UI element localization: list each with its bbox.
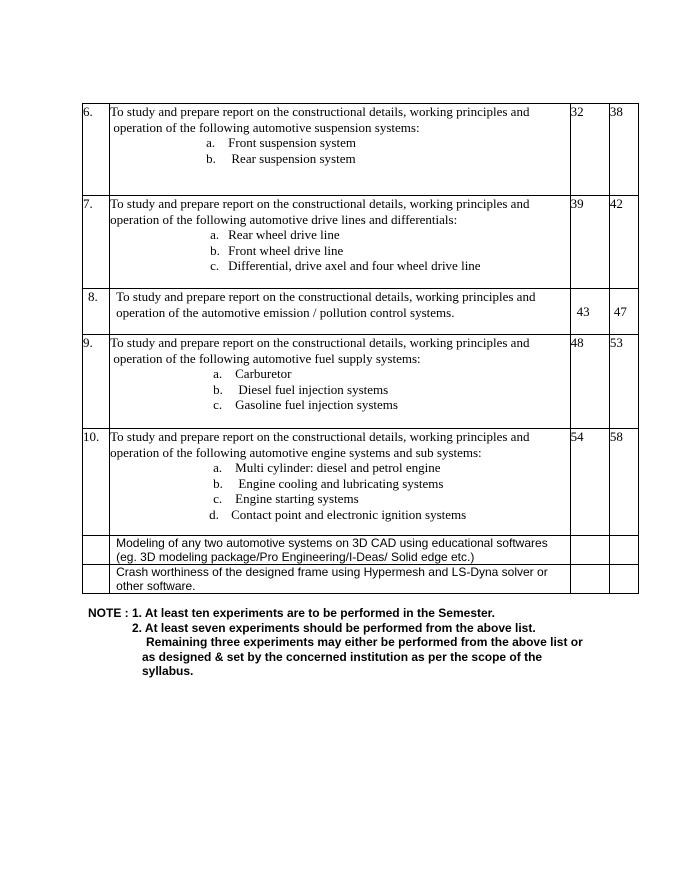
page-start: 39 bbox=[570, 196, 609, 289]
page-end: 38 bbox=[609, 104, 638, 196]
description-line: operation of the following automotive drive lines and differentials: bbox=[110, 211, 458, 227]
page-end bbox=[609, 536, 638, 565]
page-start: 48 bbox=[570, 335, 609, 429]
list-item: c. Gasoline fuel injection systems bbox=[213, 397, 398, 412]
table-row bbox=[83, 196, 639, 289]
page-end: 47 bbox=[609, 289, 638, 335]
note-line: syllabus. bbox=[142, 664, 194, 678]
list-item: b. Rear suspension system bbox=[206, 150, 356, 166]
description-line: To study and prepare report on the constructional details, working principles and bbox=[110, 104, 530, 119]
description-line: Modeling of any two automotive systems on 3D CAD using educational softwares bbox=[116, 536, 548, 550]
experiment-description bbox=[110, 289, 570, 335]
experiment-number: 8. bbox=[83, 289, 110, 335]
list-item: b. Diesel fuel injection systems bbox=[213, 381, 389, 397]
description-line: To study and prepare report on the constructional details, working principles and bbox=[110, 196, 530, 211]
list-item: c. Differential, drive axel and four wheel drive line bbox=[210, 258, 481, 273]
experiment-description bbox=[110, 565, 570, 594]
page-start bbox=[570, 565, 609, 594]
description-line: Crash worthiness of the designed frame using Hypermesh and LS-Dyna solver or bbox=[116, 565, 548, 579]
description-line: operation of the following automotive suspension systems: bbox=[110, 119, 420, 135]
note-line: Remaining three experiments may either be performed from the above list or bbox=[146, 635, 583, 649]
table-row bbox=[83, 335, 639, 429]
page-end: 53 bbox=[609, 335, 638, 429]
list-item: b. Front wheel drive line bbox=[210, 242, 344, 258]
description-line: To study and prepare report on the constructional details, working principles and bbox=[110, 335, 530, 350]
experiment-description bbox=[110, 104, 570, 196]
page-start: 32 bbox=[570, 104, 609, 196]
page-end: 42 bbox=[609, 196, 638, 289]
page-start: 54 bbox=[570, 429, 609, 536]
experiment-number bbox=[83, 536, 110, 565]
description-line: To study and prepare report on the constructional details, working principles and bbox=[116, 289, 536, 304]
experiment-number: 10. bbox=[83, 429, 110, 536]
experiment-number: 6. bbox=[83, 104, 110, 196]
note-block bbox=[88, 606, 628, 679]
experiment-number bbox=[83, 565, 110, 594]
experiment-description bbox=[110, 429, 570, 536]
experiments-table bbox=[82, 103, 639, 594]
description-line: (eg. 3D modeling package/Pro Engineering/I-Deas/ Solid edge etc.) bbox=[116, 550, 475, 564]
list-item: d. Contact point and electronic ignition systems bbox=[209, 506, 467, 522]
experiment-number: 9. bbox=[83, 335, 110, 429]
description-line: To study and prepare report on the constructional details, working principles and bbox=[110, 429, 530, 444]
table-row bbox=[83, 104, 639, 196]
page-end bbox=[609, 565, 638, 594]
list-item: a. Multi cylinder: diesel and petrol engine bbox=[213, 460, 441, 475]
experiment-description bbox=[110, 335, 570, 429]
experiment-description bbox=[110, 196, 570, 289]
table-row bbox=[83, 289, 639, 335]
experiment-number: 7. bbox=[83, 196, 110, 289]
list-item: a. Front suspension system bbox=[206, 135, 356, 150]
page-start bbox=[570, 536, 609, 565]
description-line: operation of the following automotive engine systems and sub systems: bbox=[110, 444, 482, 460]
experiment-description bbox=[110, 536, 570, 565]
list-item: c. Engine starting systems bbox=[213, 491, 359, 506]
page-start: 43 bbox=[570, 289, 609, 335]
description-line: other software. bbox=[116, 579, 196, 593]
list-item: a. Carburetor bbox=[213, 366, 292, 381]
note-line: 2. At least seven experiments should be performed from the above list. bbox=[132, 620, 536, 635]
page-end: 58 bbox=[609, 429, 638, 536]
description-line: operation of the following automotive fuel supply systems: bbox=[110, 350, 421, 366]
table-row bbox=[83, 429, 639, 536]
note-line: as designed & set by the concerned institution as per the scope of the bbox=[142, 649, 543, 664]
table-row bbox=[83, 536, 639, 565]
note-line: NOTE : 1. At least ten experiments are to be performed in the Semester. bbox=[88, 606, 496, 620]
list-item: b. Engine cooling and lubricating systems bbox=[213, 475, 444, 491]
list-item: a. Rear wheel drive line bbox=[210, 227, 340, 242]
description-line: operation of the automotive emission / pollution control systems. bbox=[116, 304, 455, 320]
table-row bbox=[83, 565, 639, 594]
